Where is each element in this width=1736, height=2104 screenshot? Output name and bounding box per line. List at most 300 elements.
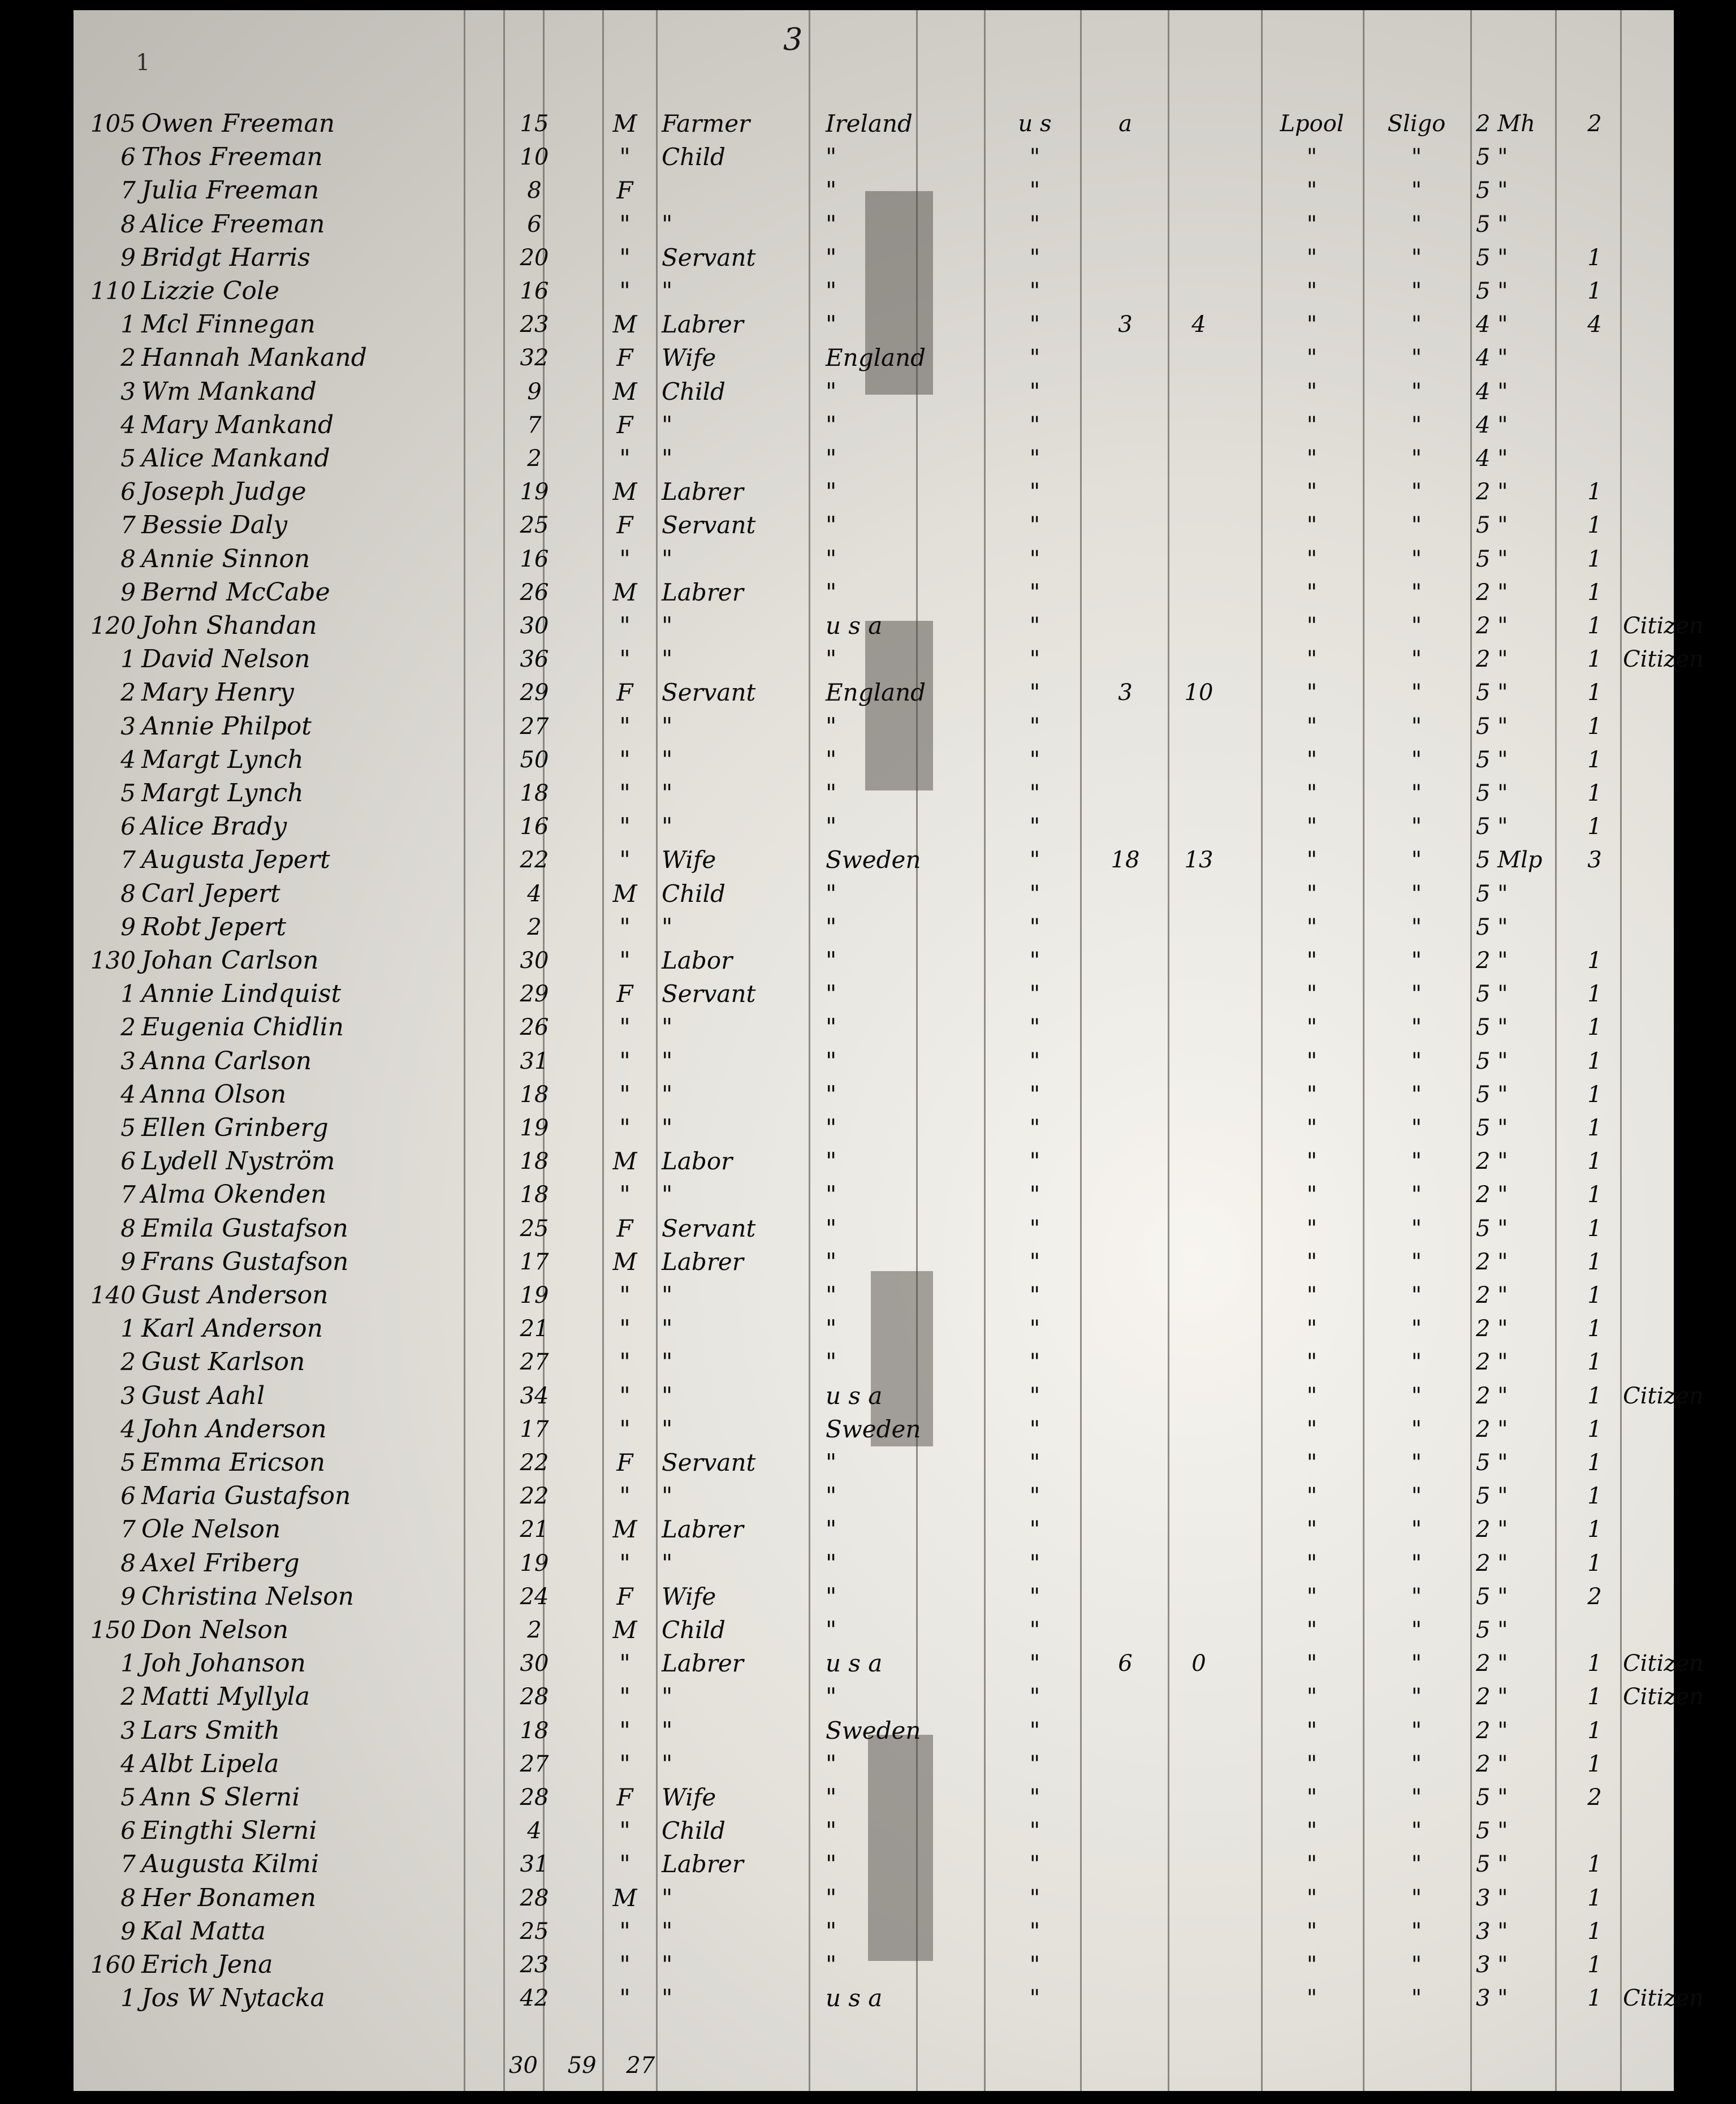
pieces-cell: 2 [1587, 1785, 1602, 1811]
ship-cell: " [1411, 914, 1422, 940]
table-row [74, 610, 1704, 642]
row-number-cell: 1 [120, 310, 136, 339]
total-value: 27 [626, 2053, 655, 2079]
passenger-name-cell: Joh Johanson [141, 1649, 306, 1678]
class-cell: 5 " [1476, 780, 1508, 806]
destination-1-cell: " [1029, 278, 1040, 304]
age-cell: 42 [520, 1985, 549, 2012]
destination-1-cell: " [1029, 1148, 1040, 1175]
port-cell: " [1306, 914, 1318, 940]
age-cell: 2 [527, 914, 542, 940]
country-cell: " [826, 176, 837, 205]
port-cell: " [1306, 244, 1318, 271]
pieces-cell: 1 [1587, 1014, 1602, 1041]
age-cell: 18 [520, 780, 549, 806]
occupation-cell: Child [662, 879, 726, 908]
table-row [74, 1045, 1674, 1078]
country-cell: Sweden [826, 1716, 921, 1744]
ship-cell: " [1411, 1115, 1422, 1141]
age-cell: 18 [520, 1182, 549, 1208]
country-cell: " [826, 1147, 837, 1176]
age-cell: 19 [520, 1550, 549, 1576]
country-cell: " [826, 1582, 837, 1610]
table-row [74, 174, 1674, 207]
age-cell: 30 [520, 1651, 549, 1677]
corner-mark: 1 [136, 50, 150, 76]
sex-cell: " [619, 444, 631, 472]
table-row [74, 342, 1674, 374]
pieces-cell: 1 [1587, 512, 1602, 539]
row-number-cell: 6 [120, 1147, 136, 1176]
class-cell: 5 Mlp [1476, 847, 1543, 874]
passenger-name-cell: Kal Matta [141, 1916, 266, 1946]
occupation-cell: " [662, 1683, 673, 1711]
country-cell: " [826, 712, 837, 740]
destination-1-cell: " [1029, 144, 1040, 171]
row-number-cell: 8 [120, 210, 136, 238]
ship-cell: " [1411, 1148, 1422, 1175]
row-number-cell: 1 [120, 645, 136, 673]
destination-1-cell: " [1029, 1081, 1040, 1108]
destination-1-cell: " [1029, 1450, 1040, 1476]
table-row [74, 1882, 1674, 1915]
passenger-name-cell: Alice Mankand [141, 444, 330, 473]
passenger-name-cell: Wm Mankand [141, 377, 317, 406]
class-cell: 2 " [1476, 579, 1508, 606]
table-row [74, 1915, 1674, 1948]
occupation-cell: " [662, 1281, 673, 1309]
class-cell: 5 " [1476, 1483, 1508, 1510]
table-row [74, 978, 1674, 1010]
country-cell: " [826, 1482, 837, 1510]
age-cell: 22 [520, 1483, 549, 1510]
class-cell: 2 " [1476, 1717, 1508, 1744]
row-number-cell: 9 [120, 578, 136, 606]
destination-1-cell: " [1029, 244, 1040, 271]
remark-cell: Citizen [1623, 613, 1704, 639]
table-row [74, 1714, 1674, 1747]
country-cell: " [826, 1749, 837, 1778]
sex-cell: " [619, 779, 631, 807]
class-cell: 5 " [1476, 512, 1508, 539]
passenger-name-cell: Gust Anderson [141, 1281, 329, 1310]
ship-cell: " [1411, 412, 1422, 438]
country-cell: " [826, 1515, 837, 1544]
sex-cell: " [619, 1013, 631, 1042]
table-row [74, 576, 1674, 609]
table-row [74, 476, 1674, 508]
class-cell: 4 " [1476, 345, 1508, 371]
ship-cell: Sligo [1387, 111, 1446, 137]
country-cell: " [826, 1181, 837, 1209]
sex-cell: F [616, 679, 633, 707]
age-cell: 23 [520, 1952, 549, 1978]
country-cell: " [826, 1013, 837, 1042]
table-row [74, 1446, 1674, 1479]
row-number-cell: 1 [120, 1315, 136, 1343]
class-cell: 5 " [1476, 1215, 1508, 1242]
destination-2-cell: 3 [1118, 680, 1133, 706]
table-row [74, 1748, 1674, 1781]
age-cell: 17 [520, 1248, 549, 1275]
row-number-cell: 3 [120, 1381, 136, 1410]
destination-1-cell: " [1029, 613, 1040, 639]
ship-cell: " [1411, 1583, 1422, 1610]
occupation-cell: " [662, 411, 673, 439]
destination-1-cell: " [1029, 1751, 1040, 1777]
age-cell: 25 [520, 1918, 549, 1945]
table-row [74, 1513, 1674, 1546]
pieces-cell: 2 [1587, 1583, 1602, 1610]
age-cell: 29 [520, 981, 549, 1008]
age-cell: 29 [520, 680, 549, 706]
age-cell: 31 [520, 1851, 549, 1878]
occupation-cell: Servant [662, 679, 756, 707]
occupation-cell: " [662, 1181, 673, 1209]
class-cell: 2 " [1476, 479, 1508, 506]
row-number-cell: 3 [120, 377, 136, 405]
age-cell: 7 [527, 412, 542, 438]
sex-cell: " [619, 1683, 631, 1711]
class-cell: 5 " [1476, 278, 1508, 304]
class-cell: 2 " [1476, 646, 1508, 673]
passenger-name-cell: Eingthi Slerni [141, 1816, 317, 1846]
port-cell: " [1306, 1282, 1318, 1308]
passenger-name-cell: Bernd McCabe [141, 577, 330, 607]
port-cell: " [1306, 1517, 1318, 1543]
pieces-cell: 1 [1587, 1115, 1602, 1141]
sex-cell: F [616, 1783, 633, 1811]
passenger-name-cell: Axel Friberg [141, 1548, 300, 1578]
port-cell: " [1306, 646, 1318, 673]
row-number-cell: 1 [120, 1649, 136, 1678]
country-cell: " [826, 545, 837, 573]
row-number-cell: 4 [120, 1415, 136, 1443]
occupation-cell: " [662, 1315, 673, 1343]
passenger-name-cell: Augusta Kilmi [141, 1850, 319, 1879]
port-cell: " [1306, 1751, 1318, 1777]
port-cell: " [1306, 746, 1318, 773]
row-number-cell: 9 [120, 913, 136, 941]
class-cell: 4 " [1476, 446, 1508, 472]
ship-cell: " [1411, 312, 1422, 338]
age-cell: 22 [520, 847, 549, 874]
ship-cell: " [1411, 646, 1422, 673]
table-row [74, 1547, 1674, 1580]
port-cell: " [1306, 1785, 1318, 1811]
country-cell: " [826, 1247, 837, 1276]
row-number-cell: 6 [120, 478, 136, 506]
passenger-name-cell: Owen Freeman [141, 109, 335, 138]
passenger-name-cell: Margt Lynch [141, 779, 304, 807]
destination-1-cell: " [1029, 1282, 1040, 1308]
port-cell: " [1306, 144, 1318, 171]
pieces-cell: 1 [1587, 680, 1602, 706]
class-cell: 3 " [1476, 1885, 1508, 1911]
pieces-cell: 1 [1587, 1081, 1602, 1108]
occupation-cell: " [662, 813, 673, 841]
table-row [74, 1647, 1704, 1680]
pieces-cell: 1 [1587, 1918, 1602, 1945]
occupation-cell: " [662, 612, 673, 640]
passenger-name-cell: Alma Okenden [141, 1180, 327, 1209]
class-cell: 5 " [1476, 713, 1508, 740]
sex-cell: F [616, 980, 633, 1008]
passenger-name-cell: Mary Henry [141, 678, 294, 707]
port-cell: " [1306, 1717, 1318, 1744]
row-number-cell: 4 [120, 1080, 136, 1108]
class-cell: 5 " [1476, 880, 1508, 907]
port-cell: " [1306, 847, 1318, 874]
table-row [74, 1848, 1674, 1881]
age-cell: 32 [520, 345, 549, 371]
class-cell: 2 " [1476, 1550, 1508, 1576]
country-cell: " [826, 1850, 837, 1878]
destination-1-cell: " [1029, 1818, 1040, 1844]
class-cell: 2 " [1476, 1316, 1508, 1342]
country-cell: " [826, 879, 837, 908]
ship-cell: " [1411, 144, 1422, 171]
age-cell: 34 [520, 1382, 549, 1409]
class-cell: 5 " [1476, 981, 1508, 1008]
table-row [74, 107, 1674, 140]
occupation-cell: " [662, 779, 673, 807]
ship-cell: " [1411, 1081, 1422, 1108]
port-cell: " [1306, 613, 1318, 639]
destination-1-cell: " [1029, 1215, 1040, 1242]
passenger-name-cell: Alice Freeman [141, 209, 325, 239]
sex-cell: F [616, 411, 633, 439]
class-cell: 5 " [1476, 680, 1508, 706]
pieces-cell: 1 [1587, 814, 1602, 840]
passenger-name-cell: Ann S Slerni [141, 1783, 300, 1812]
table-row [74, 844, 1674, 876]
class-cell: 5 " [1476, 1617, 1508, 1643]
ship-cell: " [1411, 1952, 1422, 1978]
passenger-name-cell: Annie Philpot [141, 711, 312, 741]
port-cell: " [1306, 1316, 1318, 1342]
occupation-cell: Servant [662, 511, 756, 539]
port-cell: " [1306, 579, 1318, 606]
ship-cell: " [1411, 1182, 1422, 1208]
port-cell: " [1306, 412, 1318, 438]
sex-cell: " [619, 143, 631, 171]
age-cell: 17 [520, 1416, 549, 1442]
occupation-cell: " [662, 210, 673, 238]
age-cell: 16 [520, 546, 549, 572]
country-cell: " [826, 411, 837, 439]
sex-cell: F [616, 176, 633, 205]
passenger-name-cell: Emila Gustafson [141, 1213, 348, 1243]
sex-cell: " [619, 1381, 631, 1410]
sex-cell: M [612, 1247, 637, 1276]
total-value: 59 [567, 2053, 597, 2079]
port-cell: " [1306, 1851, 1318, 1878]
sex-cell: " [619, 1749, 631, 1778]
row-number-cell: 8 [120, 879, 136, 908]
country-cell: " [826, 377, 837, 405]
sex-cell: M [612, 1147, 637, 1176]
passenger-name-cell: Erich Jena [141, 1950, 273, 1979]
passenger-name-cell: Anna Olson [141, 1079, 287, 1109]
class-cell: 5 " [1476, 1014, 1508, 1041]
occupation-cell: " [662, 1984, 673, 2012]
age-cell: 22 [520, 1450, 549, 1476]
age-cell: 9 [527, 378, 542, 405]
ship-cell: " [1411, 345, 1422, 371]
sex-cell: " [619, 1114, 631, 1142]
pieces-cell: 1 [1587, 1349, 1602, 1376]
row-number-cell: 2 [120, 1013, 136, 1042]
ship-cell: " [1411, 1785, 1422, 1811]
page-number: 3 [783, 21, 803, 57]
pieces-cell: 1 [1587, 981, 1602, 1008]
sex-cell: " [619, 1281, 631, 1309]
table-row [74, 208, 1674, 241]
country-cell: " [826, 1281, 837, 1309]
pieces-cell: 1 [1587, 613, 1602, 639]
row-number-cell: 9 [120, 1917, 136, 1945]
port-cell: " [1306, 378, 1318, 405]
passenger-name-cell: Mcl Finnegan [141, 310, 316, 339]
destination-1-cell: " [1029, 1651, 1040, 1677]
passenger-name-cell: Eugenia Chidlin [141, 1013, 344, 1042]
pieces-cell: 1 [1587, 479, 1602, 506]
table-row [74, 744, 1674, 776]
row-number-cell: 5 [120, 1449, 136, 1476]
pieces-cell: 1 [1587, 1450, 1602, 1476]
pieces-cell: 1 [1587, 1382, 1602, 1409]
total-value: 30 [509, 2053, 538, 2079]
row-number-cell: 6 [120, 813, 136, 841]
ship-cell: " [1411, 178, 1422, 204]
port-cell: " [1306, 546, 1318, 572]
ship-cell: " [1411, 1684, 1422, 1710]
ship-cell: " [1411, 1651, 1422, 1677]
ship-cell: " [1411, 1483, 1422, 1510]
country-cell: " [826, 1917, 837, 1945]
passenger-name-cell: Bridgt Harris [141, 243, 310, 272]
destination-1-cell: " [1029, 680, 1040, 706]
destination-1-cell: " [1029, 1416, 1040, 1442]
occupation-cell: " [662, 1716, 673, 1744]
ship-cell: " [1411, 278, 1422, 304]
age-cell: 4 [527, 1818, 542, 1844]
occupation-cell: Labrer [662, 478, 744, 506]
class-cell: 2 " [1476, 1517, 1508, 1543]
class-cell: 4 " [1476, 412, 1508, 438]
class-cell: 2 Mh [1476, 111, 1535, 137]
row-number-cell: 2 [120, 679, 136, 707]
ship-cell: " [1411, 1918, 1422, 1945]
country-cell: " [826, 1883, 837, 1912]
row-number-cell: 130 [90, 947, 136, 974]
ship-cell: " [1411, 479, 1422, 506]
age-cell: 6 [527, 211, 542, 237]
age-cell: 23 [520, 312, 549, 338]
age-cell: 4 [527, 880, 542, 907]
pieces-cell: 1 [1587, 1316, 1602, 1342]
destination-1-cell: " [1029, 1014, 1040, 1041]
passenger-name-cell: John Anderson [141, 1414, 327, 1444]
pieces-cell: 1 [1587, 1416, 1602, 1442]
row-number-cell: 7 [120, 176, 136, 205]
passenger-name-cell: Joseph Judge [141, 477, 306, 507]
destination-1-cell: " [1029, 1952, 1040, 1978]
port-cell: " [1306, 1885, 1318, 1911]
passenger-name-cell: Julia Freeman [141, 176, 319, 205]
age-cell: 31 [520, 1048, 549, 1074]
ship-cell: " [1411, 1517, 1422, 1543]
table-row [74, 1480, 1674, 1513]
occupation-cell: " [662, 1013, 673, 1042]
sex-cell: F [616, 1214, 633, 1242]
class-cell: 5 " [1476, 211, 1508, 237]
sex-cell: " [619, 947, 631, 974]
age-cell: 30 [520, 613, 549, 639]
ship-cell: " [1411, 1717, 1422, 1744]
destination-2-cell: a [1119, 111, 1132, 137]
sex-cell: " [619, 1315, 631, 1343]
country-cell: Ireland [826, 110, 913, 137]
age-cell: 19 [520, 1282, 549, 1308]
table-row [74, 1949, 1674, 1981]
row-number-cell: 1 [120, 980, 136, 1008]
sex-cell: " [619, 1181, 631, 1209]
table-row [74, 1011, 1674, 1044]
port-cell: " [1306, 981, 1318, 1008]
occupation-cell: " [662, 1749, 673, 1778]
sex-cell: F [616, 344, 633, 372]
passenger-name-cell: Lydell Nyström [141, 1147, 335, 1176]
table-row [74, 710, 1674, 743]
remark-cell: Citizen [1623, 1651, 1704, 1677]
passenger-name-cell: Annie Sinnon [141, 544, 310, 573]
row-number-cell: 4 [120, 411, 136, 439]
country-cell: " [826, 444, 837, 472]
table-row [74, 1346, 1674, 1379]
row-number-cell: 160 [90, 1951, 136, 1978]
passenger-name-cell: Thos Freeman [141, 142, 323, 172]
destination-2-cell: 6 [1118, 1651, 1133, 1677]
age-cell: 21 [520, 1517, 549, 1543]
sex-cell: " [619, 1850, 631, 1878]
destination-1-cell: " [1029, 1851, 1040, 1878]
pieces-cell: 1 [1587, 646, 1602, 673]
port-cell: " [1306, 1081, 1318, 1108]
sex-cell: " [619, 1984, 631, 2012]
destination-1-cell: " [1029, 780, 1040, 806]
class-cell: 2 " [1476, 1382, 1508, 1409]
sex-cell: " [619, 210, 631, 238]
pieces-cell: 2 [1587, 111, 1602, 137]
table-row [74, 1112, 1674, 1144]
manifest-page [74, 10, 1704, 2091]
sex-cell: " [619, 612, 631, 640]
class-cell: 5 " [1476, 144, 1508, 171]
passenger-name-cell: Margt Lynch [141, 745, 304, 774]
row-number-cell: 150 [90, 1616, 136, 1644]
passenger-name-cell: Karl Anderson [141, 1314, 323, 1343]
country-cell: " [826, 310, 837, 339]
table-row [74, 777, 1674, 810]
country-cell: u s a [826, 1649, 883, 1678]
ship-cell: " [1411, 680, 1422, 706]
port-cell: " [1306, 880, 1318, 907]
pieces-cell: 1 [1587, 1751, 1602, 1777]
sex-cell: M [612, 377, 637, 405]
age-cell: 30 [520, 948, 549, 974]
